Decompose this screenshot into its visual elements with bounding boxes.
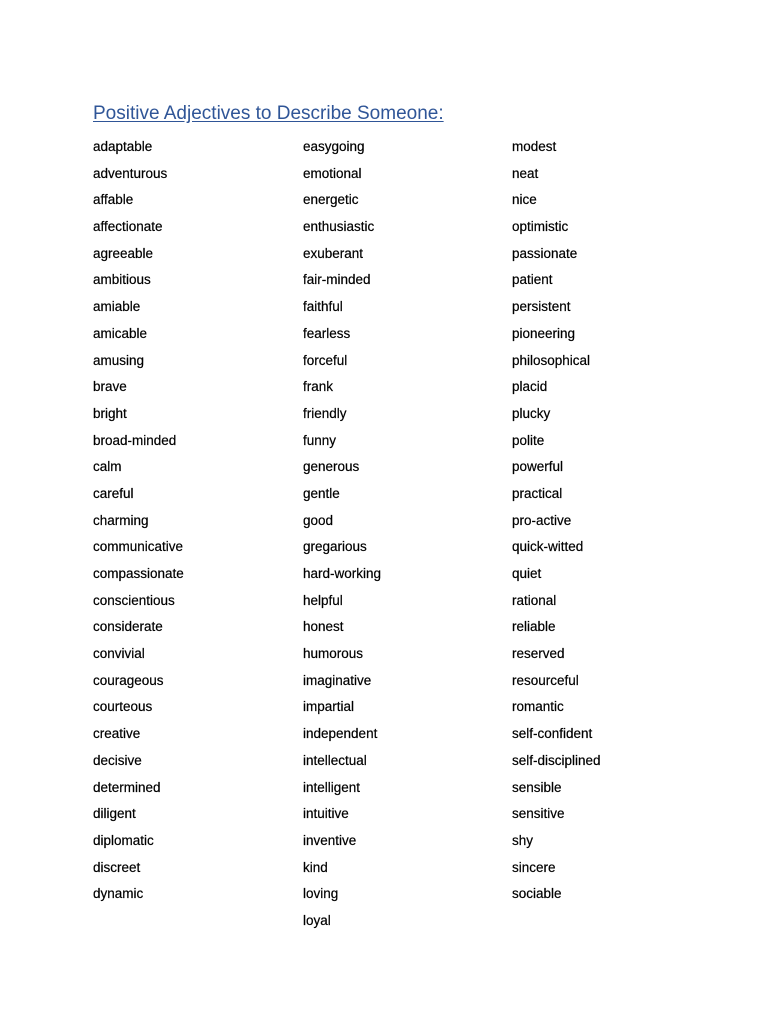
adjective-item: reserved bbox=[512, 646, 565, 662]
adjective-item: shy bbox=[512, 832, 534, 848]
adjective-item: energetic bbox=[303, 192, 359, 208]
adjective-item: affable bbox=[93, 192, 134, 208]
adjective-item: pioneering bbox=[512, 325, 576, 341]
adjective-item: brave bbox=[93, 379, 127, 395]
adjective-item: bright bbox=[93, 405, 127, 421]
adjective-item: gentle bbox=[303, 485, 340, 501]
adjective-item: self-confident bbox=[512, 726, 593, 742]
adjective-item: polite bbox=[512, 432, 545, 448]
adjective-item: exuberant bbox=[303, 245, 364, 261]
adjective-item: impartial bbox=[303, 699, 355, 715]
adjective-item: hard-working bbox=[303, 566, 382, 581]
adjective-item: generous bbox=[303, 459, 360, 475]
adjective-item: amusing bbox=[93, 352, 145, 368]
adjective-item: careful bbox=[93, 485, 134, 501]
adjective-item: intuitive bbox=[303, 806, 349, 822]
adjective-item: nice bbox=[512, 192, 537, 208]
adjective-item: affectionate bbox=[93, 219, 163, 235]
adjective-item: amiable bbox=[93, 299, 141, 315]
adjective-column-2 bbox=[303, 137, 381, 938]
adjective-item: intellectual bbox=[303, 752, 367, 768]
adjective-item: inventive bbox=[303, 832, 357, 848]
adjective-item: philosophical bbox=[512, 352, 591, 368]
adjective-item: kind bbox=[303, 859, 328, 875]
adjective-item: emotional bbox=[303, 165, 362, 181]
adjective-item: decisive bbox=[93, 752, 142, 768]
adjective-item: loyal bbox=[303, 912, 331, 928]
adjective-item: discreet bbox=[93, 859, 141, 875]
adjective-item: ambitious bbox=[93, 272, 151, 288]
adjective-item: friendly bbox=[303, 405, 347, 421]
adjective-item: romantic bbox=[512, 699, 564, 715]
adjective-item: intelligent bbox=[303, 779, 361, 795]
adjective-item: resourceful bbox=[512, 672, 579, 688]
adjective-item: quick-witted bbox=[512, 539, 584, 555]
page-title: Positive Adjectives to Describe Someone: bbox=[93, 103, 444, 124]
adjective-item: considerate bbox=[93, 619, 163, 635]
adjective-item: dynamic bbox=[93, 886, 144, 902]
adjective-item: convivial bbox=[93, 646, 145, 662]
adjective-item: diligent bbox=[93, 806, 136, 822]
adjective-column-1 bbox=[93, 137, 184, 911]
adjective-item: gregarious bbox=[303, 539, 367, 555]
adjective-item: creative bbox=[93, 726, 141, 742]
adjective-item: compassionate bbox=[93, 566, 184, 581]
adjective-item: humorous bbox=[303, 646, 364, 662]
adjective-item: honest bbox=[303, 619, 344, 635]
adjective-item: faithful bbox=[303, 299, 343, 315]
adjective-item: fearless bbox=[303, 325, 351, 341]
adjective-item: adaptable bbox=[93, 139, 153, 154]
adjective-item: sensitive bbox=[512, 806, 565, 822]
adjective-item: enthusiastic bbox=[303, 219, 375, 235]
adjective-item: practical bbox=[512, 485, 563, 501]
adjective-item: easygoing bbox=[303, 139, 365, 154]
adjective-item: reliable bbox=[512, 619, 556, 635]
adjective-item: courteous bbox=[93, 699, 153, 715]
adjective-item: determined bbox=[93, 779, 161, 795]
adjective-column-3 bbox=[512, 137, 601, 911]
adjective-item: optimistic bbox=[512, 219, 569, 235]
adjective-item: helpful bbox=[303, 592, 343, 608]
adjective-item: amicable bbox=[93, 325, 148, 341]
adjective-item: funny bbox=[303, 432, 337, 448]
adjective-item: courageous bbox=[93, 672, 164, 688]
adjective-item: good bbox=[303, 512, 334, 528]
adjective-item: communicative bbox=[93, 539, 184, 555]
adjective-item: broad-minded bbox=[93, 432, 177, 448]
adjective-item: frank bbox=[303, 379, 334, 395]
adjective-item: sincere bbox=[512, 859, 556, 875]
adjective-item: charming bbox=[93, 512, 149, 528]
adjective-item: independent bbox=[303, 726, 378, 742]
adjective-item: calm bbox=[93, 459, 122, 475]
adjective-item: quiet bbox=[512, 566, 542, 581]
adjective-item: diplomatic bbox=[93, 832, 154, 848]
adjective-item: sociable bbox=[512, 886, 562, 902]
adjective-item: fair-minded bbox=[303, 272, 371, 288]
adjective-item: loving bbox=[303, 886, 339, 902]
adjective-item: modest bbox=[512, 139, 557, 154]
adjective-item: adventurous bbox=[93, 165, 168, 181]
adjective-item: imaginative bbox=[303, 672, 372, 688]
adjective-item: passionate bbox=[512, 245, 578, 261]
adjective-item: placid bbox=[512, 379, 548, 395]
adjective-item: persistent bbox=[512, 299, 571, 315]
adjective-item: rational bbox=[512, 592, 557, 608]
adjective-item: patient bbox=[512, 272, 553, 288]
adjective-item: agreeable bbox=[93, 245, 154, 261]
adjective-item: sensible bbox=[512, 779, 562, 795]
adjective-item: powerful bbox=[512, 459, 564, 475]
adjective-item: pro-active bbox=[512, 512, 572, 528]
adjective-item: neat bbox=[512, 165, 539, 181]
adjective-item: plucky bbox=[512, 405, 551, 421]
adjective-item: self-disciplined bbox=[512, 752, 601, 768]
adjective-item: conscientious bbox=[93, 592, 175, 608]
adjective-item: forceful bbox=[303, 352, 348, 368]
